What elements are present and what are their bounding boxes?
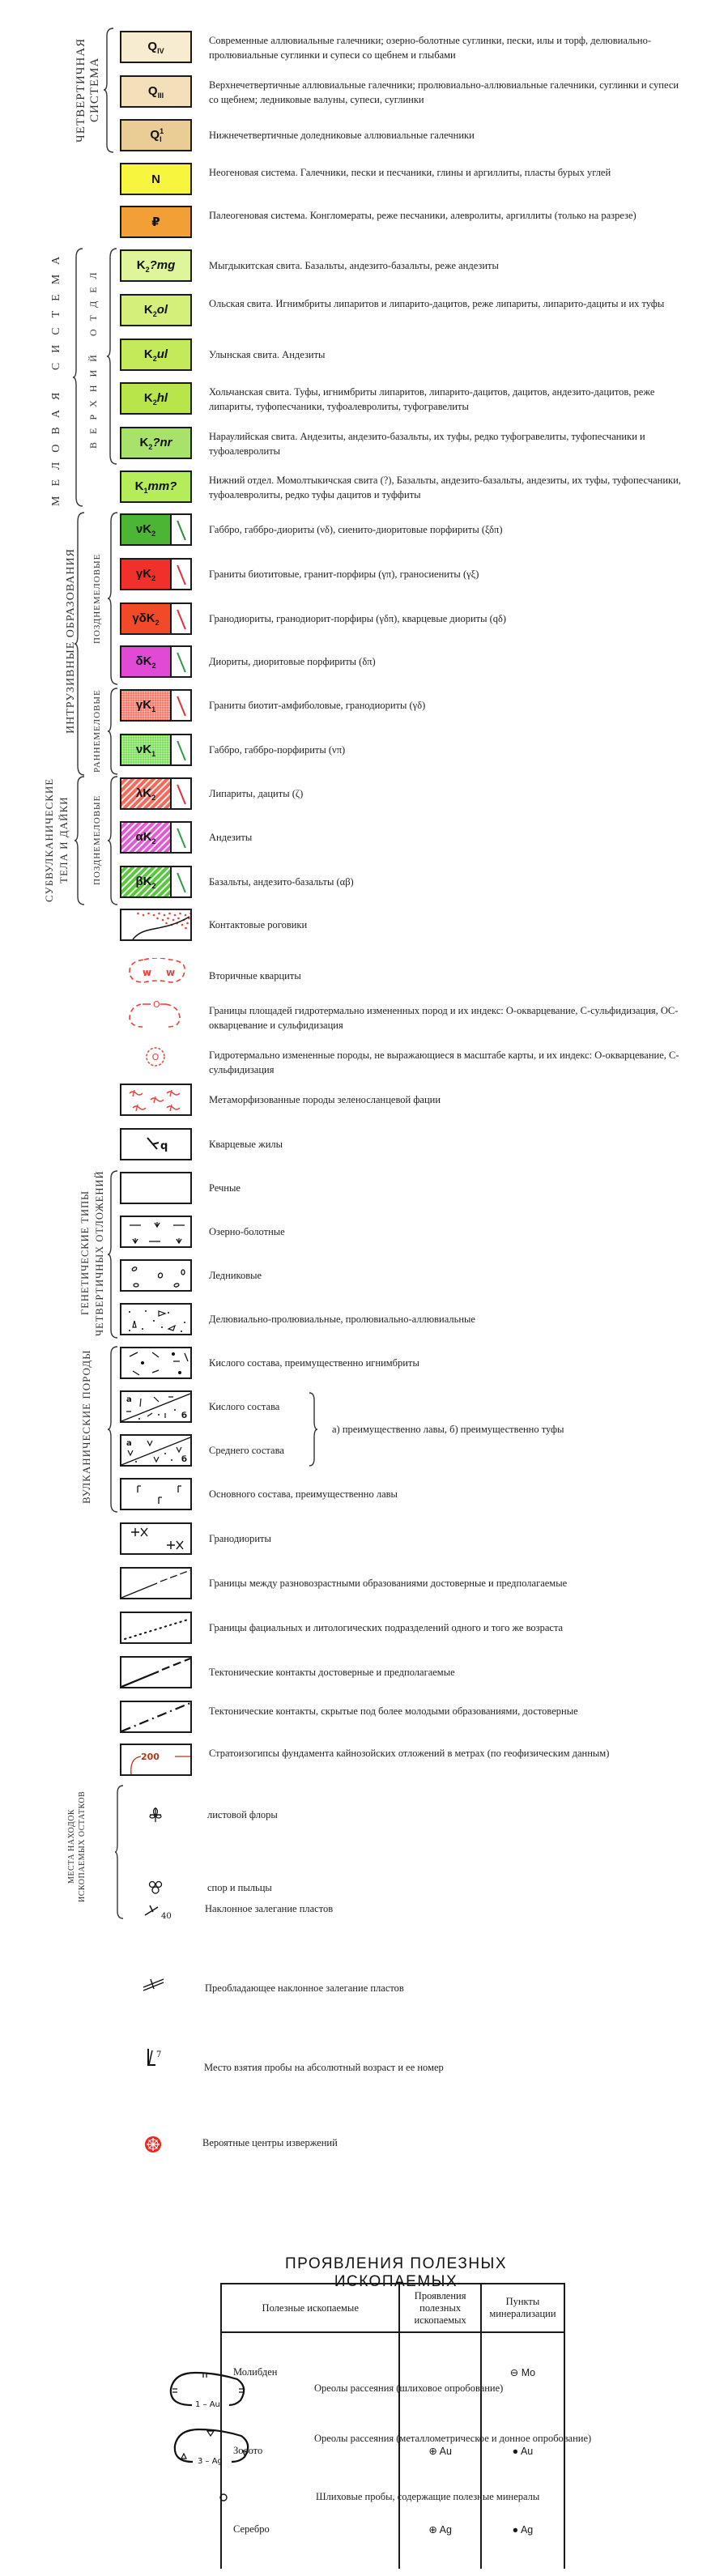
glacial-icon (121, 1261, 190, 1290)
volcanic-desc-3: Основного состава, преимущественно лавы (209, 1488, 398, 1500)
strat-unit-desc: Мыгдыкитская свита. Базальты, андезито-базальты, реже андезиты (209, 260, 499, 271)
tectonic-contact-symbol (120, 1656, 192, 1688)
strat-unit-desc: Современные аллювиальные галечники; озерно-болотные суглинки, пески, илы и торф, делювиально-пролювиальные суглинки и супеси со щебнем и глыбами (209, 35, 652, 61)
alteration-point-icon (145, 1046, 166, 1067)
strat-unit-swatch (120, 119, 192, 151)
subvolcanic-unit-color (121, 867, 172, 896)
subvolcanic-unit-swatch (120, 866, 192, 898)
subvolcanic-unit-color (121, 823, 172, 852)
alteration-boundary-icon (126, 999, 183, 1028)
intrusive-unit-color (121, 735, 172, 764)
intrusive-unit-swatch (120, 558, 192, 590)
dike-icon (177, 521, 186, 541)
minerals-table (220, 2283, 565, 2569)
intrusive-unit-index: $\gamma K_1$ (135, 697, 156, 713)
metamorphic-icon (121, 1085, 190, 1114)
strat-unit-swatch (120, 206, 192, 238)
strato-label: 200 (141, 1752, 160, 1762)
brace-late-cretaceous-subvolcanic (108, 776, 119, 905)
group-label-upper-series: ВЕРХНИЙ ОТДЕЛ (87, 264, 99, 449)
volcanic-ab-note: а) преимущественно лавы, б) преимущественно туфы (332, 1424, 564, 1435)
alt-point-label: O (151, 1052, 160, 1062)
volcanic-desc-0: Кислого состава, преимущественно игнимбриты (209, 1357, 419, 1369)
acid-ab-icon (121, 1392, 190, 1421)
facies-boundary-icon (121, 1613, 190, 1642)
strat-unit-swatch (120, 249, 192, 282)
intrusive-unit-desc: Гранодиориты, гранодиорит-порфиры (γδπ), кварцевые диориты (qδ) (209, 613, 507, 624)
intrusive-unit-color (121, 647, 172, 676)
granodiorite-icon (121, 1524, 190, 1553)
strat-unit-desc: Нижний отдел. Момолтыкичская свита (?), Базальты, андезито-базальты, андезиты, их туфы, туфопесчаники, туфоалевролиты, редко туфы дацитов и туффиты (209, 475, 681, 500)
prevailing-dip-icon (143, 1976, 167, 1994)
strat-unit-swatch (120, 75, 192, 108)
subvolcanic-unit-swatch (120, 777, 192, 810)
subvolcanic-unit-desc: Базальты, андезито-базальты (αβ) (209, 876, 354, 888)
genetic-desc-0: Речные (209, 1182, 241, 1194)
strat-unit-index: $Q_{IV}$ (147, 39, 164, 55)
group-label-intrusive: ИНТРУЗИВНЫЕ ОБРАЗОВАНИЯ (65, 548, 77, 734)
strat-unit-desc: Нараулийская свита. Андезиты, андезито-базальты, их туфы, редко туфогравелиты, туфопесчаники и туфоалевролиты (209, 431, 645, 457)
fossil-desc-0: листовой флоры (207, 1809, 278, 1820)
alt-boundary-label: O (153, 999, 160, 1010)
alteration-desc-0: Контактовые роговики (209, 919, 308, 930)
intrusive-unit-desc: Граниты биотитовые, гранит-порфиры (γπ), граносиениты (γξ) (209, 568, 479, 580)
group-label-early-cretaceous: РАННЕМЕЛОВЫЕ (92, 689, 102, 773)
alteration-desc-1: Вторичные кварциты (209, 970, 301, 981)
strat-unit-swatch (120, 338, 192, 371)
strat-unit-index: $K_2ol$ (143, 302, 168, 318)
point-desc-1: Преобладающее наклонное залегание пластов (205, 1982, 404, 1994)
genetic-desc-3: Делювиально-пролювиальные, пролювиально-аллювиальные (209, 1314, 475, 1325)
halo1-label: 1 – Au (195, 2400, 220, 2409)
intrusive-unit-desc: Габбро, габбро-порфириты (νπ) (209, 744, 346, 756)
glacial-symbol (120, 1259, 192, 1292)
strat-unit-swatch (120, 163, 192, 195)
sample-label: 7 (156, 2050, 162, 2059)
spores-pollen-icon (148, 1880, 163, 1896)
intrusive-unit-color (121, 691, 172, 720)
intrusive-unit-swatch (120, 645, 192, 678)
svg-text:ᴡ: ᴡ (143, 967, 152, 978)
strat-unit-desc: Ольская свита. Игнимбриты липаритов и липарито-дацитов, реже липариты, липарито-дациты и их туфы (209, 298, 665, 309)
subvolcanic-unit-desc: Липариты, дациты (ζ) (209, 788, 304, 799)
halo-placer-icon (168, 2369, 249, 2410)
group-label-cretaceous: МЕЛОВАЯ СИСТЕМА (50, 246, 62, 506)
mineral-row (221, 2412, 564, 2490)
brace-early-cretaceous (108, 688, 119, 775)
river-symbol (120, 1172, 192, 1204)
volcanic-desc-1: Кислого состава (209, 1401, 280, 1412)
brace-subvolcanic (75, 776, 86, 905)
strat-unit-swatch (120, 427, 192, 459)
group-label-genetic-types: ГЕНЕТИЧЕСКИЕ ТИПЫ ЧЕТВЕРТИЧНЫХ ОТЛОЖЕНИЙ (79, 1170, 105, 1336)
intrusive-unit-color (121, 560, 172, 589)
mineral-name: Золото (221, 2412, 399, 2490)
strat-unit-desc: Верхнечетвертичные аллювиальные галечники; пролювиально-аллювиальные галечники, суглинки и супеси со щебнем; ледниковые валуны, супеси, суглинки (209, 79, 679, 105)
group-label-subvolcanic: СУБВУЛКАНИЧЕСКИЕ ТЕЛА И ДАЙКИ (43, 777, 70, 902)
halo-desc-1: Ореолы рассеяния (металлометрическое и донное опробование) (314, 2433, 592, 2444)
intrusive-unit-swatch (120, 689, 192, 722)
dike-icon (177, 610, 186, 630)
stratoisohypse-symbol (120, 1744, 192, 1776)
intrusive-unit-swatch (120, 602, 192, 635)
inter-b: б (181, 1455, 187, 1464)
strat-unit-index: $K_2hl$ (143, 390, 168, 407)
hornfels-symbol (120, 909, 192, 941)
alteration-desc-5: Кварцевые жилы (209, 1139, 283, 1150)
strat-unit-swatch (120, 31, 192, 63)
strat-unit-index: $K_2?nr$ (139, 435, 172, 451)
hidden-tectonic-contact-icon (121, 1702, 190, 1731)
granodiorite-symbol (120, 1522, 192, 1555)
minerals-title: ПРОЯВЛЕНИЯ ПОЛЕЗНЫХ ИСКОПАЕМЫХ (284, 2255, 508, 2290)
basic-symbol (120, 1478, 192, 1510)
brace-upper-series (107, 248, 118, 465)
basic-icon (121, 1480, 190, 1509)
age-boundary-icon (121, 1569, 190, 1598)
eruption-center-icon (144, 2135, 162, 2153)
volcanic-desc-2: Среднего состава (209, 1445, 284, 1456)
strat-unit-desc: Улынская свита. Андезиты (209, 349, 326, 360)
lake-swamp-symbol (120, 1216, 192, 1248)
intrusive-unit-swatch (120, 513, 192, 546)
dike-icon (177, 696, 186, 717)
alteration-desc-2: Границы площадей гидротермально измененных пород и их индекс: O-окварцевание, C-сульфидизация, OC-окварцевание и сульфидизация (209, 1005, 679, 1031)
brace-genetic-types (108, 1170, 119, 1339)
intrusive-unit-index: $\nu K_2$ (135, 522, 156, 538)
point-desc-3: Вероятные центры извержений (202, 2137, 338, 2148)
mineral-occurrence (399, 2332, 480, 2412)
svg-text:ᴡ: ᴡ (166, 967, 176, 978)
mineral-occurrence: ⊕ Ag (399, 2490, 480, 2569)
deluvial-symbol (120, 1303, 192, 1335)
point-desc-0: Наклонное залегание пластов (205, 1903, 334, 1914)
other-desc-1: Границы между разновозрастными образованиями достоверные и предполагаемые (209, 1578, 568, 1589)
leaf-flora-icon (148, 1807, 163, 1823)
quartz-vein-icon (121, 1130, 190, 1159)
strat-unit-index: $Q^1_I$ (150, 127, 164, 143)
group-label-fossils: МЕСТА НАХОДОК ИСКОПАЕМЫХ ОСТАТКОВ (67, 1790, 87, 1902)
strat-unit-swatch (120, 294, 192, 326)
genetic-desc-2: Ледниковые (209, 1270, 262, 1281)
group-label-late-cretaceous-subvolcanic: ПОЗДНЕМЕЛОВЫЕ (92, 794, 102, 885)
mineral-name: Молибден (221, 2332, 399, 2412)
intrusive-unit-index: $\nu K_1$ (135, 742, 156, 758)
genetic-desc-1: Озерно-болотные (209, 1226, 285, 1237)
dike-icon (177, 785, 186, 805)
strat-unit-swatch (120, 470, 192, 503)
intrusive-unit-color (121, 515, 172, 544)
intrusive-unit-index: $\gamma K_2$ (135, 566, 156, 582)
dip-icon (143, 1899, 176, 1923)
halo2-label: 3 – Ag (198, 2457, 223, 2466)
halo-desc-2: Шлиховые пробы, содержащие полезные минералы (316, 2491, 540, 2502)
subvolcanic-unit-color (121, 779, 172, 808)
group-label-volcanic: ВУЛКАНИЧЕСКИЕ ПОРОДЫ (80, 1349, 92, 1505)
acid-ignimbrite-symbol (120, 1347, 192, 1379)
brace-volcanic (108, 1346, 119, 1513)
dike-icon (177, 828, 186, 849)
strat-unit-index: $K_2ul$ (143, 347, 168, 363)
facies-boundary-symbol (120, 1612, 192, 1644)
point-desc-2: Место взятия пробы на абсолютный возраст и ее номер (204, 2062, 444, 2073)
group-label-late-cretaceous-intrusive: ПОЗДНЕМЕЛОВЫЕ (92, 553, 102, 644)
halo-metallometric-icon (172, 2426, 253, 2467)
subvolcanic-unit-desc: Андезиты (209, 832, 253, 843)
alteration-desc-4: Метаморфизованные породы зеленосланцевой фации (209, 1094, 441, 1105)
brace-ab-note (308, 1392, 319, 1467)
intrusive-unit-color (121, 604, 172, 633)
strat-unit-desc: Хольчанская свита. Туфы, игнимбриты липаритов, липарито-дацитов, дацитов, андезито-дацитов, реже липариты, туфопесчаники, туфоалевролиты, туфогравелиты (209, 386, 655, 412)
strat-unit-swatch (120, 382, 192, 415)
alteration-desc-3: Гидротермально измененные породы, не выражающиеся в масштабе карты, и их индекс: O-окварцевание, C-сульфидизация (209, 1050, 679, 1075)
subvolcanic-unit-swatch (120, 821, 192, 854)
age-sample-icon (146, 2047, 168, 2071)
acid-ignimbrite-icon (121, 1348, 190, 1377)
quartz-label: q (160, 1140, 168, 1152)
subvolcanic-unit-index: $\beta K_2$ (135, 874, 156, 890)
acid-b: б (181, 1411, 187, 1420)
other-desc-0: Гранодиориты (209, 1533, 271, 1544)
brace-late-cretaceous-intrusive (108, 512, 119, 685)
tectonic-contact-icon (121, 1658, 190, 1687)
other-desc-2: Границы фациальных и литологических подразделений одного и того же возраста (209, 1622, 564, 1633)
strat-unit-desc: Неогеновая система. Галечники, пески и песчаники, глины и аргиллиты, пласты бурых углей (209, 167, 611, 178)
other-desc-3: Тектонические контакты достоверные и предполагаемые (209, 1667, 455, 1678)
brace-fossils (115, 1785, 125, 1919)
strat-unit-index: ₽ (151, 215, 160, 229)
strat-unit-index: $K_1mm$? (134, 479, 177, 495)
lake-swamp-icon (121, 1217, 190, 1246)
intrusive-unit-desc: Диориты, диоритовые порфириты (δπ) (209, 656, 376, 667)
brace-intrusive (75, 512, 86, 776)
dike-icon (177, 741, 186, 761)
subvolcanic-unit-index: $\lambda K_2$ (135, 786, 156, 802)
mineral-occurrence: ⊕ Au (399, 2412, 480, 2490)
dike-icon (177, 873, 186, 893)
strat-unit-desc: Нижнечетвертичные доледниковые аллювиальные галечники (209, 130, 475, 141)
strat-unit-index: N (151, 172, 160, 186)
intrusive-unit-index: γδK$_2$ (132, 611, 160, 627)
deluvial-icon (121, 1305, 190, 1334)
placer-sample-icon (219, 2493, 228, 2502)
mineral-name: Серебро (221, 2490, 399, 2569)
other-desc-4: Тектонические контакты, скрытые под более молодыми образованиями, достоверные (209, 1705, 578, 1717)
mineral-point: ⊖ Mo (481, 2332, 564, 2412)
minerals-header-name: Полезные ископаемые (221, 2284, 399, 2332)
dike-icon (177, 565, 186, 585)
minerals-header-point: Пункты минерализации (481, 2284, 564, 2332)
age-boundary-symbol (120, 1567, 192, 1599)
group-label-quaternary: ЧЕТВЕРТИЧНАЯ СИСТЕМА (75, 37, 101, 143)
minerals-header-occurrence: Проявления полезных ископаемых (399, 2284, 480, 2332)
acid-a: а (126, 1395, 132, 1404)
halo-desc-0: Ореолы рассеяния (шлиховое опробование) (314, 2382, 504, 2394)
hornfels-icon (121, 910, 190, 939)
acid-ab-symbol (120, 1390, 192, 1423)
strat-unit-index: $K_2?mg$ (136, 258, 176, 274)
intrusive-unit-swatch (120, 734, 192, 766)
stratoisohypse-icon (121, 1745, 190, 1774)
dike-icon (177, 653, 186, 673)
secondary-quartzite-icon (128, 958, 186, 984)
hidden-tectonic-contact-symbol (120, 1701, 192, 1733)
intrusive-unit-index: $\delta K_2$ (135, 654, 156, 670)
mineral-point: ● Ag (481, 2490, 564, 2569)
quartz-vein-symbol (120, 1128, 192, 1160)
metamorphic-symbol (120, 1084, 192, 1116)
strat-unit-index: $Q_{III}$ (147, 83, 164, 100)
mineral-row (221, 2332, 564, 2412)
intermediate-ab-symbol (120, 1434, 192, 1467)
dip-label: 40 (161, 1912, 172, 1921)
intrusive-unit-desc: Габбро, габбро-диориты (νδ), сиенито-диоритовые порфириты (ξδπ) (209, 524, 503, 535)
inter-a: а (126, 1439, 132, 1448)
subvolcanic-unit-index: $\alpha K_2$ (135, 829, 156, 845)
strat-unit-desc: Палеогеновая система. Конгломераты, реже песчаники, алевролиты, аргиллиты (только на разрезе) (209, 210, 636, 221)
brace-quaternary (104, 28, 115, 153)
fossil-desc-1: спор и пыльцы (207, 1882, 272, 1893)
intermediate-ab-icon (121, 1436, 190, 1465)
other-desc-5: Стратоизогипсы фундамента кайнозойских отложений в метрах (по геофизическим данным) (209, 1748, 610, 1759)
intrusive-unit-desc: Граниты биотит-амфиболовые, гранодиориты (γδ) (209, 700, 426, 711)
mineral-point: ● Au (481, 2412, 564, 2490)
brace-cretaceous (73, 248, 84, 507)
